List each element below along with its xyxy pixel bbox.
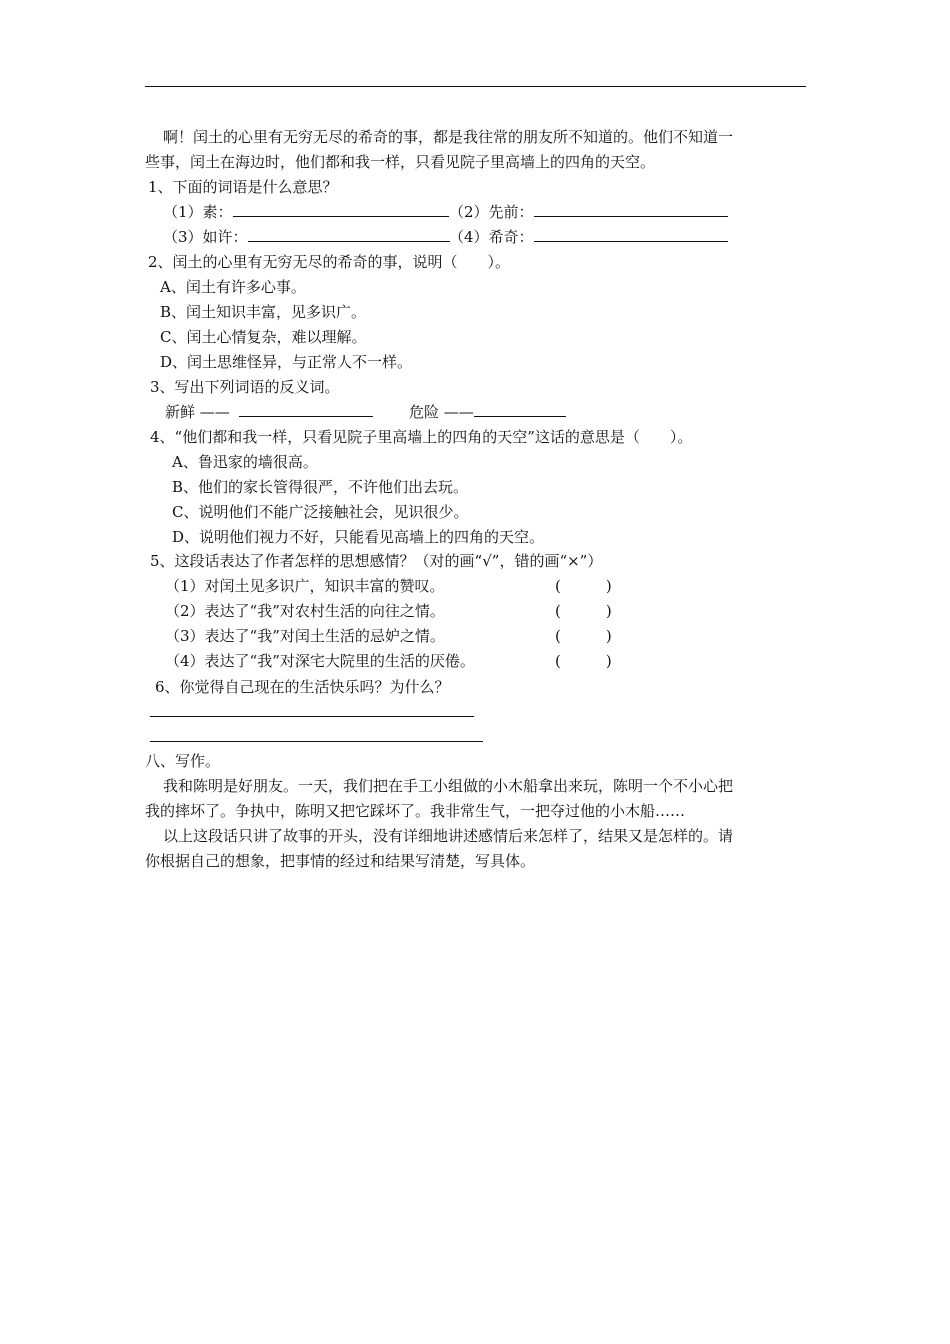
answer-line[interactable] [150,716,474,717]
question-5-item-2: （2）表达了“我”对农村生活的向往之情。 [165,602,445,620]
item-label: （1）素： [163,203,233,221]
question-4-option-a: A、鲁迅家的墙很高。 [172,453,318,471]
answer-blank[interactable] [534,227,728,242]
question-3-pair-2 [409,402,566,422]
answer-blank[interactable] [474,402,566,417]
answer-parentheses[interactable]: ( ) [555,652,612,670]
question-4-title: 4、“他们都和我一样，只看见院子里高墙上的四角的天空”这话的意思是（ ）。 [150,428,693,446]
writing-heading: 八、写作。 [145,752,221,770]
word: 新鲜 [165,403,196,421]
question-2-option-a: A、闰土有许多心事。 [160,278,306,296]
answer-blank[interactable] [233,202,449,217]
writing-prompt-line-1: 我和陈明是好朋友。一天，我们把在手工小组做的小木船拿出来玩，陈明一个不小心把 [163,777,734,795]
item-label: （4）希奇： [449,228,534,246]
writing-prompt-line-2: 我的摔坏了。争执中，陈明又把它踩坏了。我非常生气，一把夺过他的小木船…… [145,802,686,820]
question-3-pair-1 [165,402,373,422]
question-3-title: 3、写出下列词语的反义词。 [150,378,340,396]
answer-line[interactable] [150,741,483,742]
dash: —— [443,403,474,421]
word: 危险 [409,403,440,421]
answer-blank[interactable] [248,227,450,242]
answer-parentheses[interactable]: ( ) [555,627,612,645]
question-4-option-b: B、他们的家长管得很严，不许他们出去玩。 [172,478,469,496]
writing-instruction-line-2: 你根据自己的想象，把事情的经过和结果写清楚，写具体。 [145,852,536,870]
question-2-option-c: C、闰土心情复杂，难以理解。 [160,328,367,346]
question-2-option-d: D、闰土思维怪异，与正常人不一样。 [160,353,413,371]
question-5-item-3: （3）表达了“我”对闰土生活的忌妒之情。 [165,627,445,645]
question-1-item-4 [449,227,728,247]
header-rule [145,86,806,87]
answer-parentheses[interactable]: ( ) [555,602,612,620]
item-label: （3）如许： [163,228,248,246]
answer-blank[interactable] [534,202,728,217]
passage-line-2: 些事，闰土在海边时，他们都和我一样，只看见院子里高墙上的四角的天空。 [145,153,656,171]
question-2-option-b: B、闰土知识丰富，见多识广。 [160,303,367,321]
item-label: （2）先前： [449,203,534,221]
question-2-title: 2、闰土的心里有无穷无尽的希奇的事，说明（ ）。 [148,253,511,271]
question-6-title: 6、你觉得自己现在的生活快乐吗？为什么？ [155,678,450,696]
question-1-title: 1、下面的词语是什么意思？ [148,178,338,196]
question-1-item-2 [449,202,728,222]
question-5-item-1: （1）对闰土见多识广，知识丰富的赞叹。 [165,577,445,595]
passage-line-1: 啊！闰土的心里有无穷无尽的希奇的事，都是我往常的朋友所不知道的。他们不知道一 [163,128,734,146]
answer-parentheses[interactable]: ( ) [555,577,612,595]
question-5-title: 5、这段话表达了作者怎样的思想感情？（对的画“√”，错的画“×”） [150,552,603,570]
writing-instruction-line-1: 以上这段话只讲了故事的开头，没有详细地讲述感情后来怎样了，结果又是怎样的。请 [163,827,734,845]
question-4-option-d: D、说明他们视力不好，只能看见高墙上的四角的天空。 [172,528,545,546]
question-1-item-3 [163,227,450,247]
dash: —— [199,403,230,421]
question-1-item-1 [163,202,449,222]
answer-blank[interactable] [239,402,373,417]
question-4-option-c: C、说明他们不能广泛接触社会，见识很少。 [172,503,469,521]
question-5-item-4: （4）表达了“我”对深宅大院里的生活的厌倦。 [165,652,475,670]
